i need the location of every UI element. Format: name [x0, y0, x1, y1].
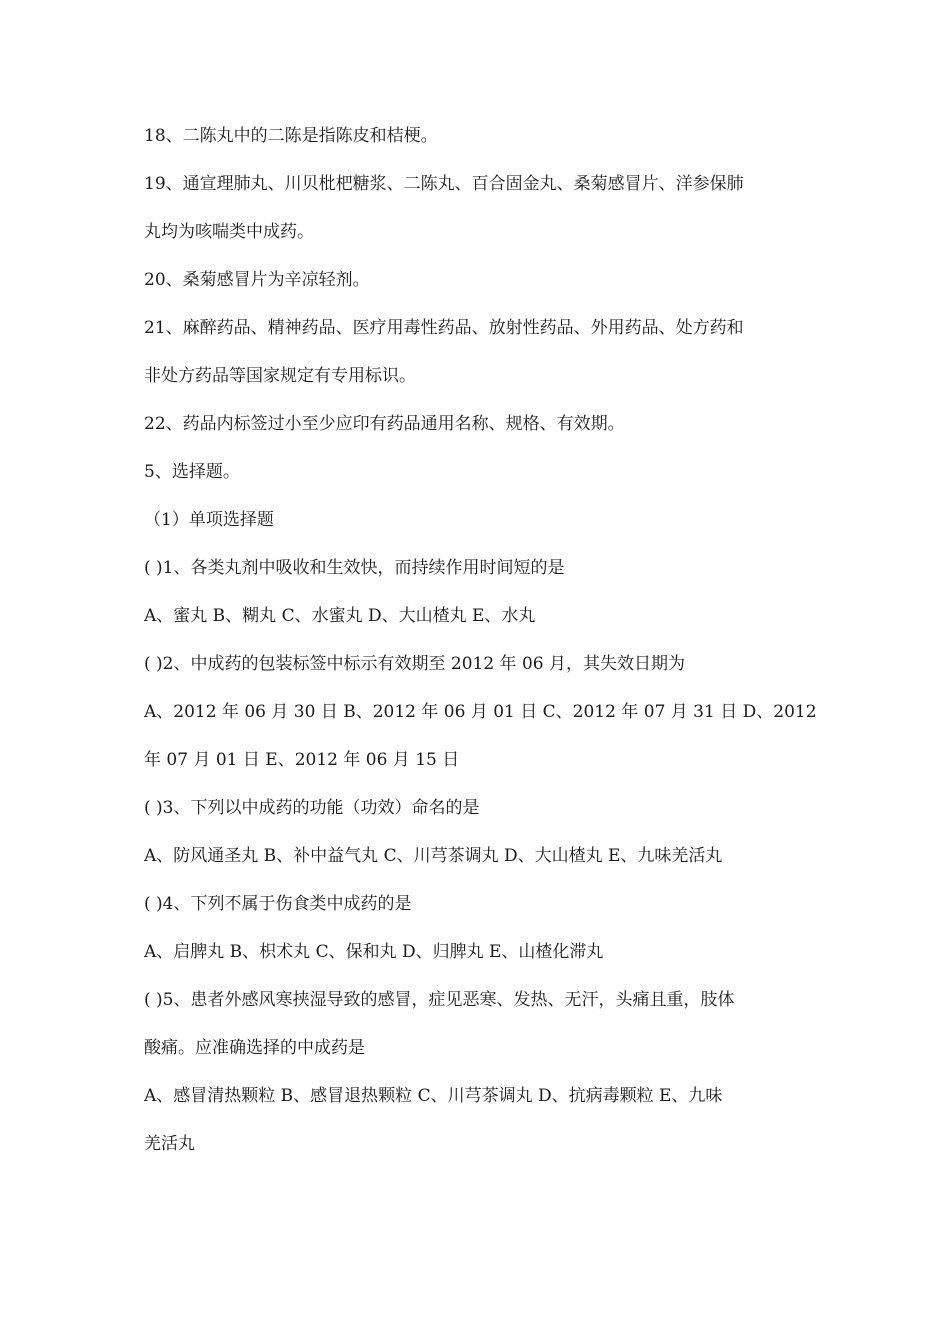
question-4-options: A、启脾丸 B、枳术丸 C、保和丸 D、归脾丸 E、山楂化滞丸: [144, 942, 604, 962]
section-heading: 5、选择题。: [144, 462, 240, 482]
question-3: ( )3、下列以中成药的功能（功效）命名的是: [144, 798, 480, 818]
text-line-21: 21、麻醉药品、精神药品、医疗用毒性药品、放射性药品、外用药品、处方药和: [144, 318, 744, 338]
text-line-18: 18、二陈丸中的二陈是指陈皮和桔梗。: [144, 126, 438, 146]
text-line-22: 22、药品内标签过小至少应印有药品通用名称、规格、有效期。: [144, 414, 625, 434]
question-1-options: A、蜜丸 B、糊丸 C、水蜜丸 D、大山楂丸 E、水丸: [144, 606, 536, 626]
document-body: [144, 112, 824, 1168]
question-4: ( )4、下列不属于伤食类中成药的是: [144, 894, 412, 914]
question-3-options: A、防风通圣丸 B、补中益气丸 C、川芎茶调丸 D、大山楂丸 E、九味羌活丸: [144, 846, 723, 866]
subsection-heading: （1）单项选择题: [144, 510, 274, 530]
question-5-cont: 酸痛。应准确选择的中成药是: [144, 1038, 365, 1058]
text-line-19: 19、通宣理肺丸、川贝枇杷糖浆、二陈丸、百合固金丸、桑菊感冒片、洋参保肺: [144, 174, 744, 194]
question-2-options-cont: 年 07 月 01 日 E、2012 年 06 月 15 日: [144, 750, 460, 770]
question-2: ( )2、中成药的包装标签中标示有效期至 2012 年 06 月，其失效日期为: [144, 654, 685, 674]
text-line-19-cont: 丸均为咳喘类中成药。: [144, 222, 314, 242]
question-5-options-cont: 羌活丸: [144, 1134, 195, 1154]
question-5-options: A、感冒清热颗粒 B、感冒退热颗粒 C、川芎茶调丸 D、抗病毒颗粒 E、九味: [144, 1086, 723, 1106]
question-1: ( )1、各类丸剂中吸收和生效快，而持续作用时间短的是: [144, 558, 565, 578]
question-5: ( )5、患者外感风寒挟湿导致的感冒，症见恶寒、发热、无汗，头痛且重，肢体: [144, 990, 735, 1010]
text-line-21-cont: 非处方药品等国家规定有专用标识。: [144, 366, 416, 386]
question-2-options: A、2012 年 06 月 30 日 B、2012 年 06 月 01 日 C、2012 年 07 月 31 日 D、2012: [144, 702, 817, 722]
text-line-20: 20、桑菊感冒片为辛凉轻剂。: [144, 270, 370, 290]
